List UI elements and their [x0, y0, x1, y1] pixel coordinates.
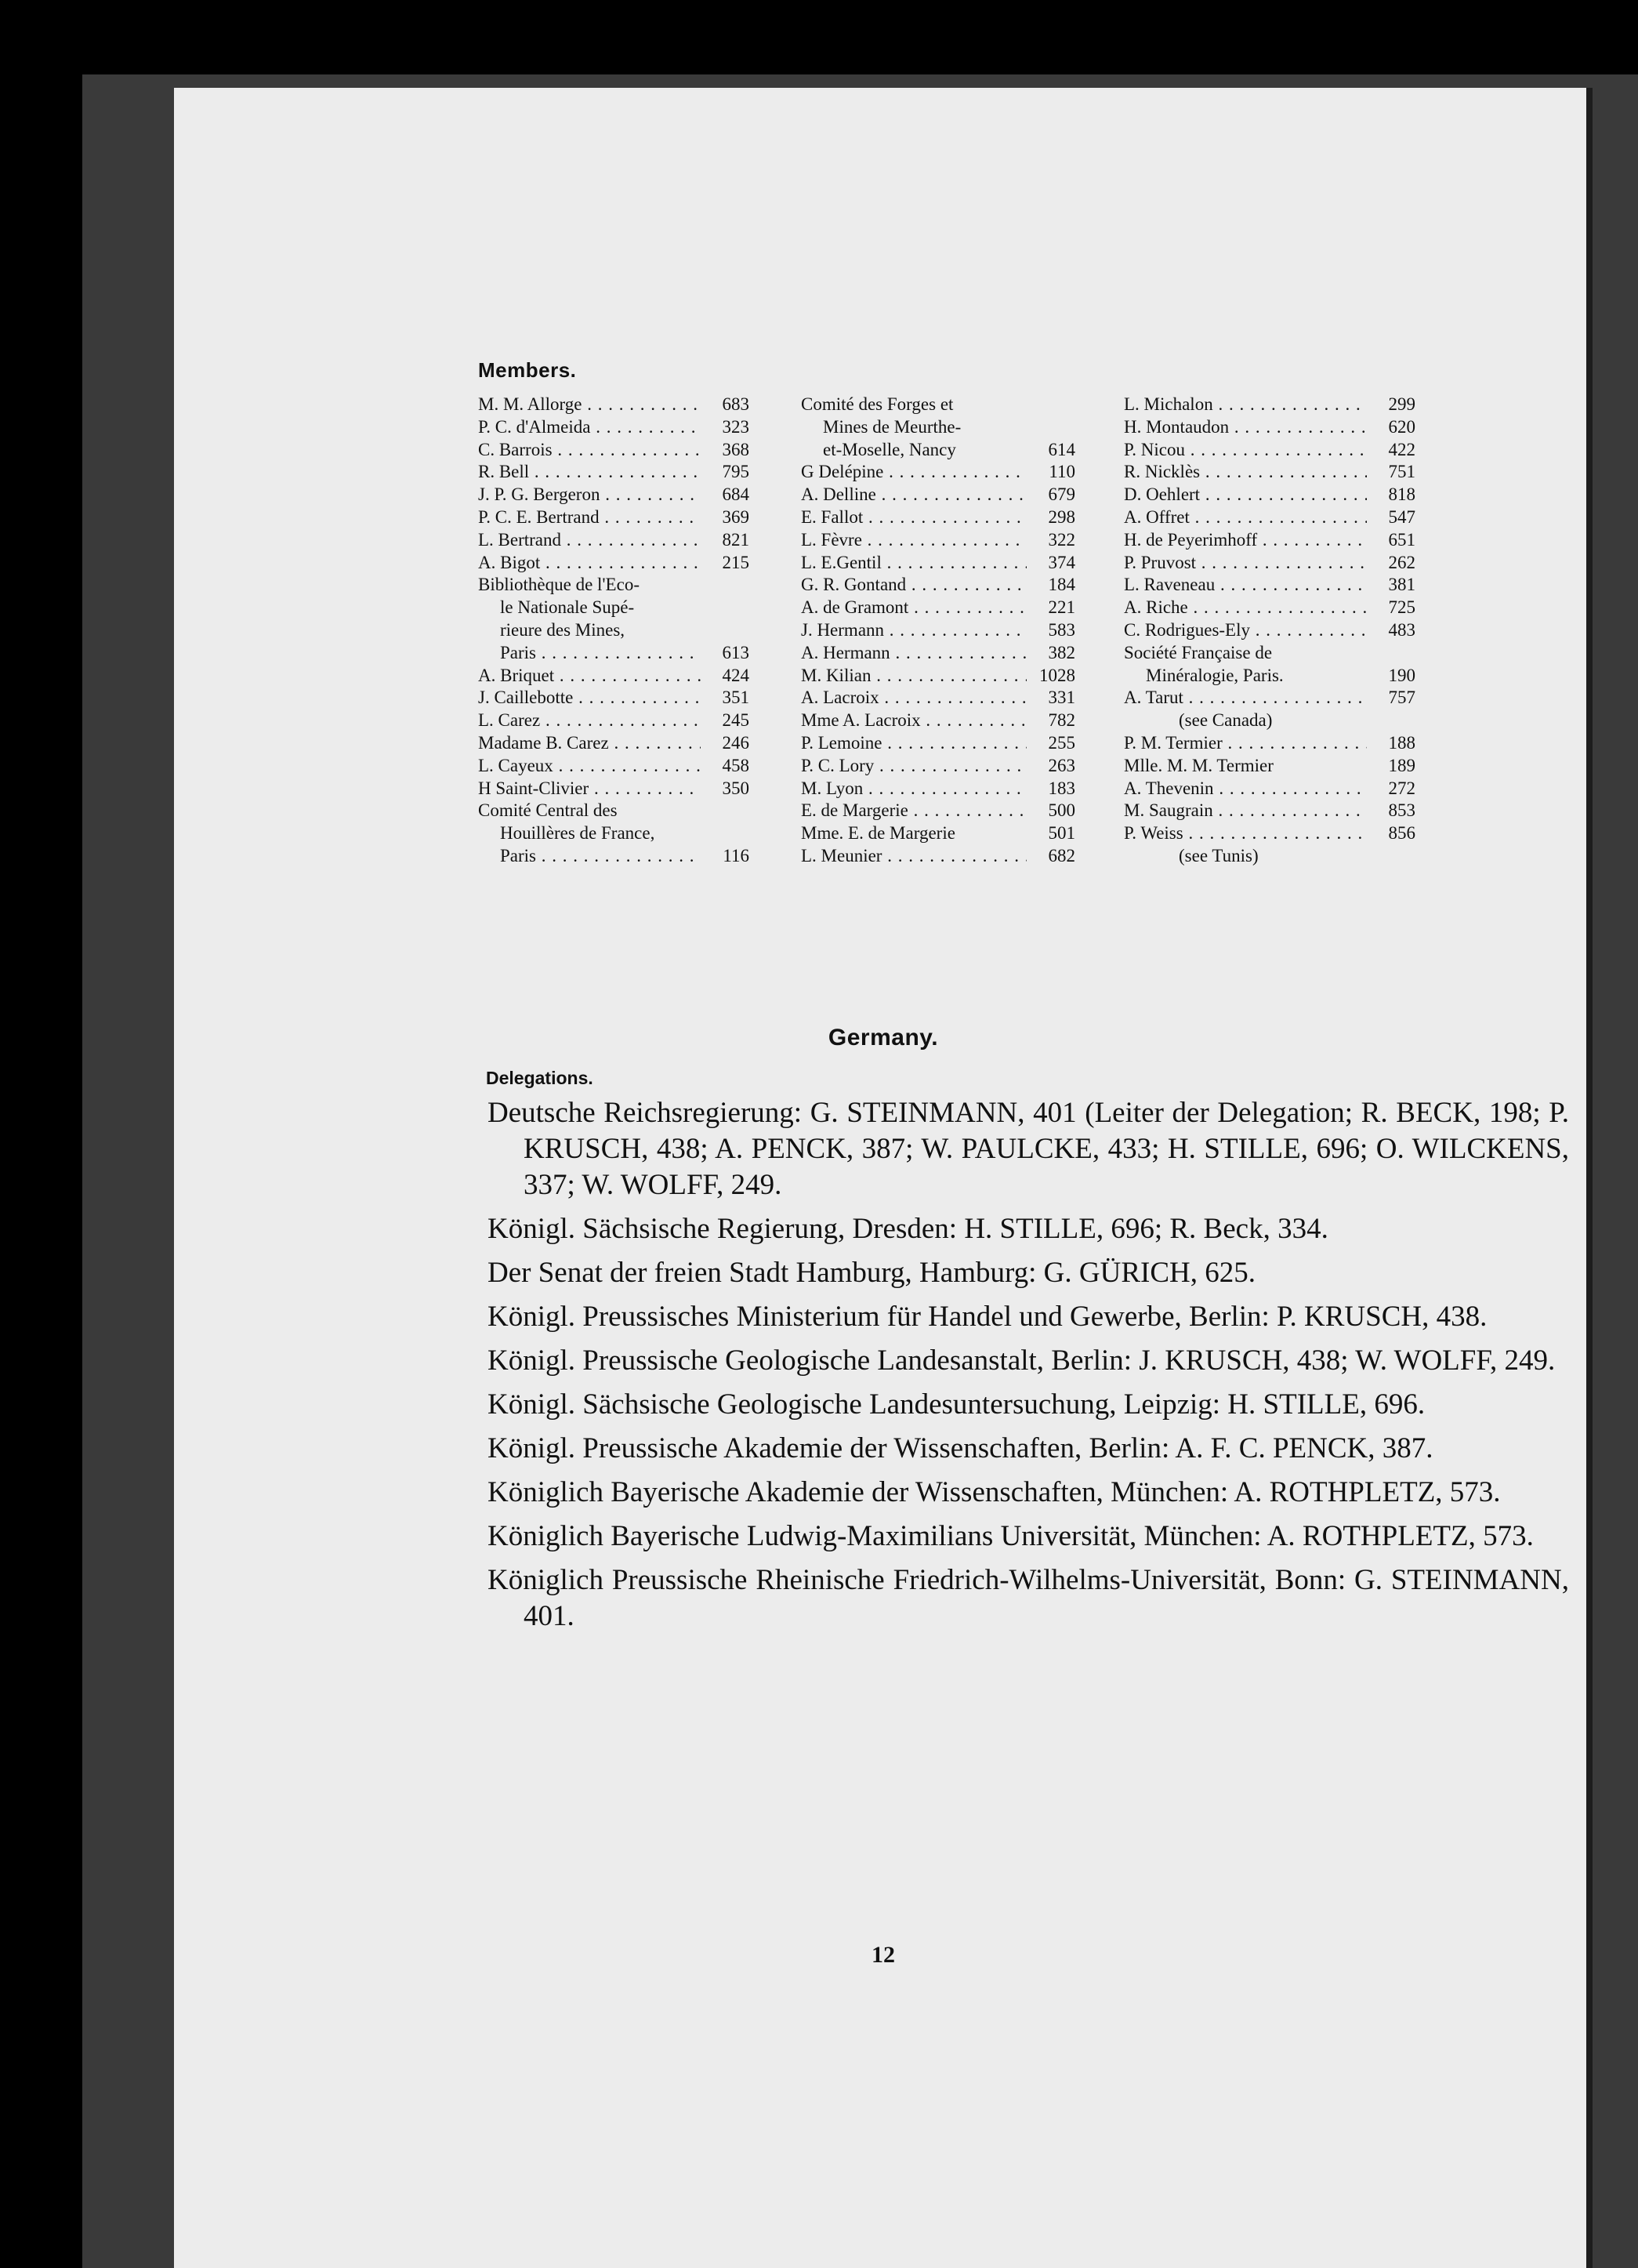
member-number: 323: [722, 416, 749, 437]
member-name: Mines de Meurthe-: [823, 416, 962, 437]
member-entry: [1124, 687, 1415, 709]
member-name: A. de Gramont . . .: [801, 597, 1027, 619]
member-number: 382: [1048, 642, 1075, 662]
member-entry: [1124, 416, 1415, 439]
members-heading: Members.: [478, 358, 577, 382]
member-name: C. Rodrigues-Ely . . .: [1124, 619, 1367, 642]
member-entry: [801, 619, 1075, 642]
member-number: 116: [723, 845, 749, 865]
member-name: D. Oehlert . . .: [1124, 484, 1367, 506]
member-entry: [478, 439, 749, 462]
member-number: 821: [722, 529, 749, 550]
member-entry: [801, 755, 1075, 778]
member-name: C. Barrois . . .: [478, 439, 701, 462]
member-number: 1028: [1039, 665, 1075, 685]
member-number: 221: [1048, 597, 1075, 618]
member-name: A. Hermann . . .: [801, 642, 1027, 665]
member-number: 184: [1048, 575, 1075, 595]
member-name: Comité Central des: [478, 800, 618, 821]
member-name: Paris . . .: [478, 642, 701, 665]
member-entry: [801, 484, 1075, 506]
member-entry: [801, 732, 1075, 755]
member-name: P. C. Lory . . .: [801, 755, 1027, 778]
member-entry: [801, 642, 1075, 665]
member-number: 757: [1388, 688, 1415, 708]
member-number: 684: [722, 484, 749, 505]
member-entry: [1124, 619, 1415, 642]
member-entry: [801, 845, 1075, 868]
member-name: Paris . . .: [478, 845, 701, 868]
member-number: 374: [1048, 552, 1075, 572]
delegation-entry: Königl. Sächsische Geologische Landesuntersuchung, Leipzig: H. STILLE, 696.: [487, 1388, 1426, 1421]
member-entry: [801, 709, 1075, 732]
member-number: 683: [722, 394, 749, 414]
member-name: le Nationale Supé-: [500, 597, 635, 618]
member-name: G. R. Gontand . . .: [801, 574, 1027, 597]
member-entry: [801, 822, 1075, 845]
member-number: 782: [1048, 710, 1075, 731]
member-number: 547: [1388, 506, 1415, 527]
member-entry: [478, 800, 749, 822]
member-entry: [801, 665, 1075, 688]
member-entry: [1124, 574, 1415, 597]
member-entry: [478, 416, 749, 439]
member-entry: [478, 687, 749, 709]
member-entry: [478, 597, 749, 619]
member-number: 255: [1048, 732, 1075, 753]
member-entry: [478, 709, 749, 732]
member-name: A. Tarut . . .: [1124, 687, 1367, 709]
delegations-heading: Delegations.: [486, 1068, 593, 1088]
member-number: 262: [1388, 552, 1415, 572]
member-number: 322: [1048, 529, 1075, 550]
member-number: 368: [722, 439, 749, 459]
member-name: J. Hermann . . .: [801, 619, 1027, 642]
member-number: 381: [1388, 575, 1415, 595]
member-entry: [478, 484, 749, 506]
member-entry: [801, 394, 1075, 416]
member-entry: [1124, 732, 1415, 755]
member-name: E. Fallot . . .: [801, 506, 1027, 529]
member-entry: [478, 665, 749, 688]
member-name: H Saint-Clivier . . .: [478, 778, 701, 800]
member-name: E. de Margerie . . .: [801, 800, 1027, 822]
member-name: A. Riche . . .: [1124, 597, 1367, 619]
member-entry: [478, 394, 749, 416]
member-entry: [478, 822, 749, 845]
member-entry: [1124, 506, 1415, 529]
member-name: L. Michalon . . .: [1124, 394, 1367, 416]
delegation-entry: Königl. Preussisches Ministerium für Handel und Gewerbe, Berlin: P. KRUSCH, 438.: [487, 1301, 1488, 1333]
delegation-entry: Königlich Bayerische Ludwig-Maximilians Universität, München: A. ROTHPLETZ, 573.: [487, 1520, 1534, 1552]
page-edge-shadow: [1586, 88, 1593, 2268]
member-name: P. Nicou . . .: [1124, 439, 1367, 462]
member-entry: [478, 529, 749, 552]
member-name: M. M. Allorge . . .: [478, 394, 701, 416]
member-name: L. Cayeux . . .: [478, 755, 701, 778]
member-entry: [1124, 822, 1415, 845]
members-column-2: [801, 394, 1075, 868]
member-number: 351: [722, 688, 749, 708]
member-number: 853: [1388, 800, 1415, 821]
delegation-entry: Königl. Preussische Geologische Landesanstalt, Berlin: J. KRUSCH, 438; W. WOLFF, 249.: [487, 1344, 1556, 1377]
member-number: 299: [1388, 394, 1415, 414]
delegation-entry: Der Senat der freien Stadt Hamburg, Hamburg: G. GÜRICH, 625.: [487, 1257, 1256, 1289]
member-name: L. Bertrand . . .: [478, 529, 701, 552]
member-entry: [478, 845, 749, 868]
delegation-entry: Königl. Sächsische Regierung, Dresden: H. STILLE, 696; R. Beck, 334.: [487, 1213, 1328, 1245]
member-entry: [1124, 755, 1415, 778]
member-name: P. Weiss . . .: [1124, 822, 1367, 845]
member-entry: [478, 642, 749, 665]
member-number: 350: [722, 778, 749, 798]
member-name: M. Lyon . . .: [801, 778, 1027, 800]
member-number: 651: [1388, 529, 1415, 550]
member-name: P. C. d'Almeida . . .: [478, 416, 701, 439]
document-page: [174, 88, 1593, 2268]
member-number: 272: [1388, 778, 1415, 798]
delegation-entry: Deutsche Reichsregierung: G. STEINMANN, 401 (Leiter der Delegation; R. BECK, 198; P. KRUSCH, 438; A. PENCK, 387; W. PAULCKE, 433; H. STILLE, 696; O. WILCKENS, 337; W. WOLFF, 249.: [487, 1097, 1569, 1201]
member-name: G Delépine . . .: [801, 461, 1027, 484]
member-name: J. P. G. Bergeron . . .: [478, 484, 701, 506]
delegation-entry: Königl. Preussische Akademie der Wissenschaften, Berlin: A. F. C. PENCK, 387.: [487, 1432, 1433, 1464]
member-name: Mlle. M. M. Termier: [1124, 755, 1274, 775]
member-number: 679: [1048, 484, 1075, 505]
member-entry: [801, 439, 1075, 462]
member-name: Bibliothèque de l'Eco-: [478, 575, 640, 595]
member-name: L. Carez . . .: [478, 709, 701, 732]
member-number: 483: [1388, 619, 1415, 640]
member-name: A. Lacroix . . .: [801, 687, 1027, 709]
member-name: L. Meunier . . .: [801, 845, 1027, 868]
member-number: 110: [1049, 462, 1075, 482]
member-name: R. Bell . . .: [478, 461, 701, 484]
member-name: Houillères de France,: [500, 823, 655, 844]
member-entry: [1124, 394, 1415, 416]
member-name: H. de Peyerimhoff . . .: [1124, 529, 1367, 552]
member-entry: [478, 506, 749, 529]
member-entry: [1124, 484, 1415, 506]
member-entry: [1124, 597, 1415, 619]
member-name: J. Caillebotte . . .: [478, 687, 701, 709]
member-number: 189: [1388, 755, 1415, 775]
member-number: 369: [722, 506, 749, 527]
member-entry: [1124, 529, 1415, 552]
member-name: Mme A. Lacroix . . .: [801, 709, 1027, 732]
member-entry: [801, 529, 1075, 552]
member-number: 751: [1388, 462, 1415, 482]
member-entry: [801, 506, 1075, 529]
delegations-list: [487, 1095, 1569, 1642]
delegation-entry: Königlich Bayerische Akademie der Wissenschaften, München: A. ROTHPLETZ, 573.: [487, 1476, 1501, 1508]
member-name: Comité des Forges et: [801, 394, 954, 414]
member-name: L. Fèvre . . .: [801, 529, 1027, 552]
delegation-entry: Königlich Preussische Rheinische Friedrich-Wilhelms-Universität, Bonn: G. STEINMANN, 401.: [487, 1564, 1569, 1632]
member-entry: [1124, 665, 1415, 688]
member-name: L. Raveneau . . .: [1124, 574, 1367, 597]
member-name: et-Moselle, Nancy: [823, 439, 956, 459]
member-name: A. Bigot . . .: [478, 552, 701, 575]
member-entry: [1124, 778, 1415, 800]
member-entry: [1124, 552, 1415, 575]
member-entry: [478, 619, 749, 642]
member-name: rieure des Mines,: [500, 619, 625, 640]
member-name: A. Thevenin . . .: [1124, 778, 1367, 800]
member-name: P. C. E. Bertrand . . .: [478, 506, 701, 529]
member-name: Madame B. Carez . . .: [478, 732, 701, 755]
member-entry: [801, 687, 1075, 709]
member-note: (see Canada): [1179, 710, 1273, 731]
member-entry: [478, 755, 749, 778]
member-entry: [1124, 461, 1415, 484]
member-name: P. Lemoine . . .: [801, 732, 1027, 755]
member-number: 246: [722, 732, 749, 753]
member-number: 856: [1388, 823, 1415, 844]
member-name: Minéralogie, Paris.: [1146, 665, 1284, 685]
page-content: [174, 88, 1593, 2268]
member-entry: [801, 800, 1075, 822]
member-number: 188: [1388, 732, 1415, 753]
member-name: Mme. E. de Margerie: [801, 823, 955, 844]
member-number: 422: [1388, 439, 1415, 459]
member-entry: [801, 574, 1075, 597]
member-number: 245: [722, 710, 749, 731]
member-name: M. Saugrain . . .: [1124, 800, 1367, 822]
member-number: 500: [1048, 800, 1075, 821]
member-number: 682: [1048, 845, 1075, 865]
members-column-1: [478, 394, 749, 868]
member-name: H. Montaudon . . .: [1124, 416, 1367, 439]
page-number: 12: [872, 1942, 895, 1968]
member-number: 190: [1388, 665, 1415, 685]
member-entry: [801, 416, 1075, 439]
member-name: P. Pruvost . . .: [1124, 552, 1367, 575]
member-name: A. Briquet . . .: [478, 665, 701, 688]
member-name: M. Kilian . . .: [801, 665, 1027, 688]
member-entry: [1124, 439, 1415, 462]
member-number: 263: [1048, 755, 1075, 775]
member-number: 795: [722, 462, 749, 482]
member-entry: [478, 552, 749, 575]
member-name: R. Nicklès . . .: [1124, 461, 1367, 484]
member-number: 613: [722, 642, 749, 662]
member-number: 458: [722, 755, 749, 775]
member-entry: [801, 461, 1075, 484]
member-number: 331: [1048, 688, 1075, 708]
member-name: L. E.Gentil . . .: [801, 552, 1027, 575]
member-number: 424: [722, 665, 749, 685]
member-entry: [478, 732, 749, 755]
member-entry: [1124, 642, 1415, 665]
member-entry: [1124, 800, 1415, 822]
member-entry: [801, 552, 1075, 575]
member-name: P. M. Termier . . .: [1124, 732, 1367, 755]
members-column-3: [1124, 394, 1415, 868]
member-number: 614: [1048, 439, 1075, 459]
member-number: 583: [1048, 619, 1075, 640]
member-entry: [478, 574, 749, 597]
member-entry: [478, 461, 749, 484]
member-name: A. Offret . . .: [1124, 506, 1367, 529]
member-note: (see Tunis): [1179, 845, 1259, 865]
member-number: 501: [1048, 823, 1075, 844]
member-number: 183: [1048, 778, 1075, 798]
member-entry: [801, 597, 1075, 619]
member-entry: [801, 778, 1075, 800]
member-name: Société Française de: [1124, 642, 1273, 662]
country-heading: Germany.: [828, 1025, 939, 1051]
member-number: 298: [1048, 506, 1075, 527]
member-number: 620: [1388, 416, 1415, 437]
member-number: 818: [1388, 484, 1415, 505]
member-number: 725: [1388, 597, 1415, 618]
member-number: 215: [722, 552, 749, 572]
member-entry: [478, 778, 749, 800]
member-name: A. Delline . . .: [801, 484, 1027, 506]
